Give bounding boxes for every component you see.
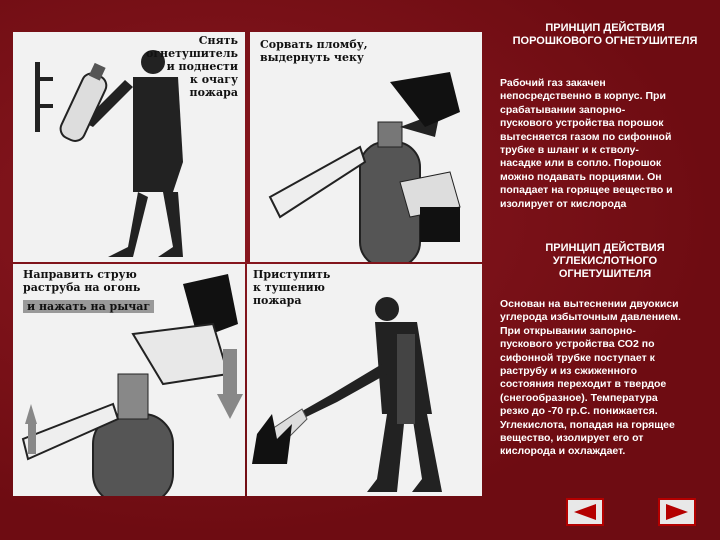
arrow-left-icon: [572, 503, 598, 521]
label-remove-extinguisher: Снять огнетушитель и поднести к очагу пожара: [145, 34, 238, 99]
next-slide-button[interactable]: [658, 498, 696, 526]
powder-extinguisher-heading: ПРИНЦИП ДЕЙСТВИЯ ПОРОШКОВОГО ОГНЕТУШИТЕЛЯ: [512, 22, 698, 47]
illustration-direct-stream: [13, 264, 245, 496]
previous-slide-button[interactable]: [566, 498, 604, 526]
arrow-right-icon: [664, 503, 690, 521]
label-press-lever: и нажать на рычаг: [23, 300, 154, 313]
press-lever-illustration: [13, 264, 245, 496]
co2-extinguisher-heading: ПРИНЦИП ДЕЙСТВИЯ УГЛЕКИСЛОТНОГО ОГНЕТУШИТЕЛЯ: [545, 242, 665, 280]
pull-pin-illustration: [250, 32, 482, 262]
illustration-start-extinguishing: [247, 264, 482, 496]
illustration-remove-extinguisher: [13, 32, 245, 262]
label-start-extinguishing: Приступить к тушению пожара: [253, 268, 331, 307]
co2-extinguisher-description: Основан на вытеснении двуокиси углерода избыточным давлением. При открывании запорно- пускового устройства СО2 по сифонной трубке поступает к раструбу и из сжиженного состояния переходит в твердое (снегообразное). Температура резко до -70 гр.С. понижается. Углекислота, попадая на горящее вещество, изолирует его от кислорода и охлаждает.: [500, 298, 681, 458]
illustration-break-seal: [250, 32, 482, 262]
label-break-seal: Сорвать пломбу, выдернуть чеку: [260, 38, 368, 64]
label-direct-stream: Направить струю раструба на огонь: [23, 268, 141, 294]
powder-extinguisher-description: Рабочий газ закачен непосредственно в корпус. При срабатывании запорно- пускового устройства порошок вытесняется газом по сифонной трубке в шланг и к стволу- насадке или в сопло. Порошок можно подавать порциями. Он попадает на горящее вещество и изолирует от кислорода: [500, 77, 673, 210]
